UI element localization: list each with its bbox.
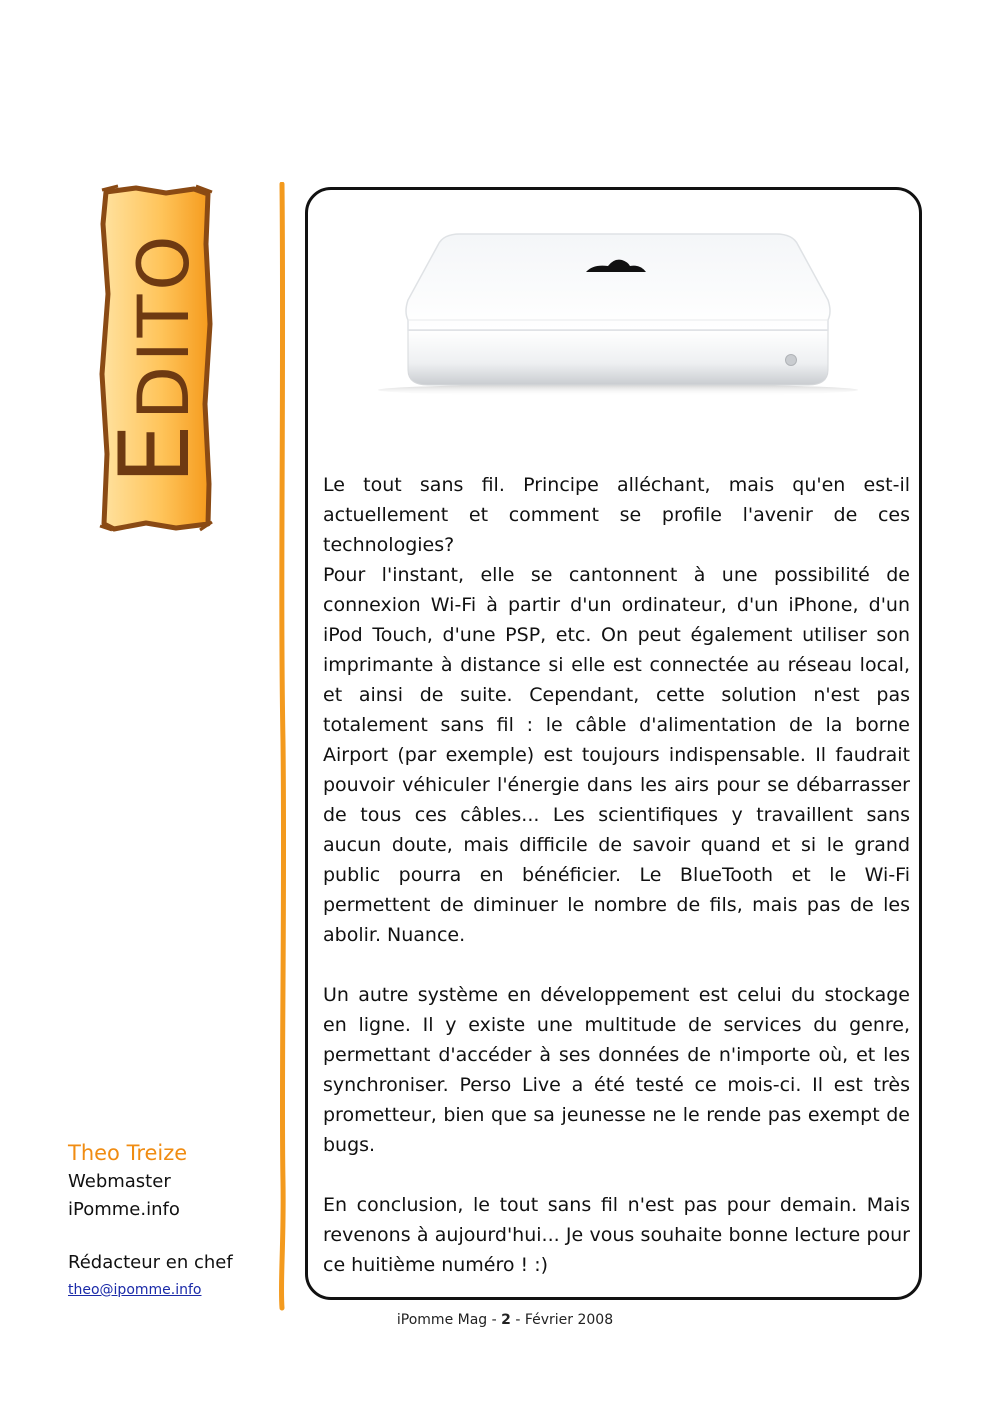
footer-page-number: 2 xyxy=(501,1312,511,1328)
author-title: Webmaster xyxy=(68,1171,171,1192)
author-name: Theo Treize xyxy=(68,1141,188,1165)
article-paragraph: Pour l'instant, elle se cantonnent à une possibilité de connexion Wi-Fi à partir d'un ordinateur, d'un iPhone, d'un iPod Touch, d'une PSP, etc. On peut également utiliser son imprimante à distance si elle est connectée au réseau local, et ainsi de suite. Cependant, cette solution n'est pas totalement sans fil : le câble d'alimentation de la borne Airport (par exemple) est toujours indispensable. Il faudrait pouvoir véhiculer l'énergie dans les airs pour se débarrasser de tous ces câbles... Les scientifiques y travaillent sans aucun doute, mais difficile de savoir quand et si le grand public pourra en bénéficier. Le BlueTooth et le Wi-Fi permettent de diminuer le nombre de fils, mais pas de les abolir. Nuance. xyxy=(323,564,910,946)
author-block xyxy=(68,1138,268,1301)
article-paragraph: En conclusion, le tout sans fil n'est pas pour demain. Mais revenons à aujourd'hui... Je vous souhaite bonne lecture pour ce huitième numéro ! :) xyxy=(323,1194,910,1276)
article-paragraph: Le tout sans fil. Principe alléchant, mais qu'en est-il actuellement et comment se profile l'avenir de ces technologies? xyxy=(323,474,910,556)
edito-rest-letters: DITO xyxy=(123,231,205,420)
content-box xyxy=(305,187,922,1300)
author-email-link[interactable]: theo@ipomme.info xyxy=(68,1282,202,1298)
footer-prefix: iPomme Mag - xyxy=(396,1312,502,1328)
airport-extreme-image xyxy=(368,220,868,400)
orange-divider-line xyxy=(268,182,298,1312)
edito-first-letter: E xyxy=(99,419,211,485)
edito-title xyxy=(99,231,211,485)
author-site: iPomme.info xyxy=(68,1199,180,1220)
article-paragraph: Un autre système en développement est celui du stockage en ligne. Il y existe une multitude de services du genre, permettant d'accéder à ses données de n'importe où, et les synchroniser. Perso Live a été testé ce mois-ci. Il est très prometteur, bien que sa jeunesse ne le rende pas exempt de bugs. xyxy=(323,984,910,1156)
footer-suffix: - Février 2008 xyxy=(510,1312,614,1328)
article-body xyxy=(323,470,910,1280)
author-role: Rédacteur en chef xyxy=(68,1252,233,1273)
page-footer xyxy=(305,1312,705,1328)
edito-banner xyxy=(96,184,214,532)
